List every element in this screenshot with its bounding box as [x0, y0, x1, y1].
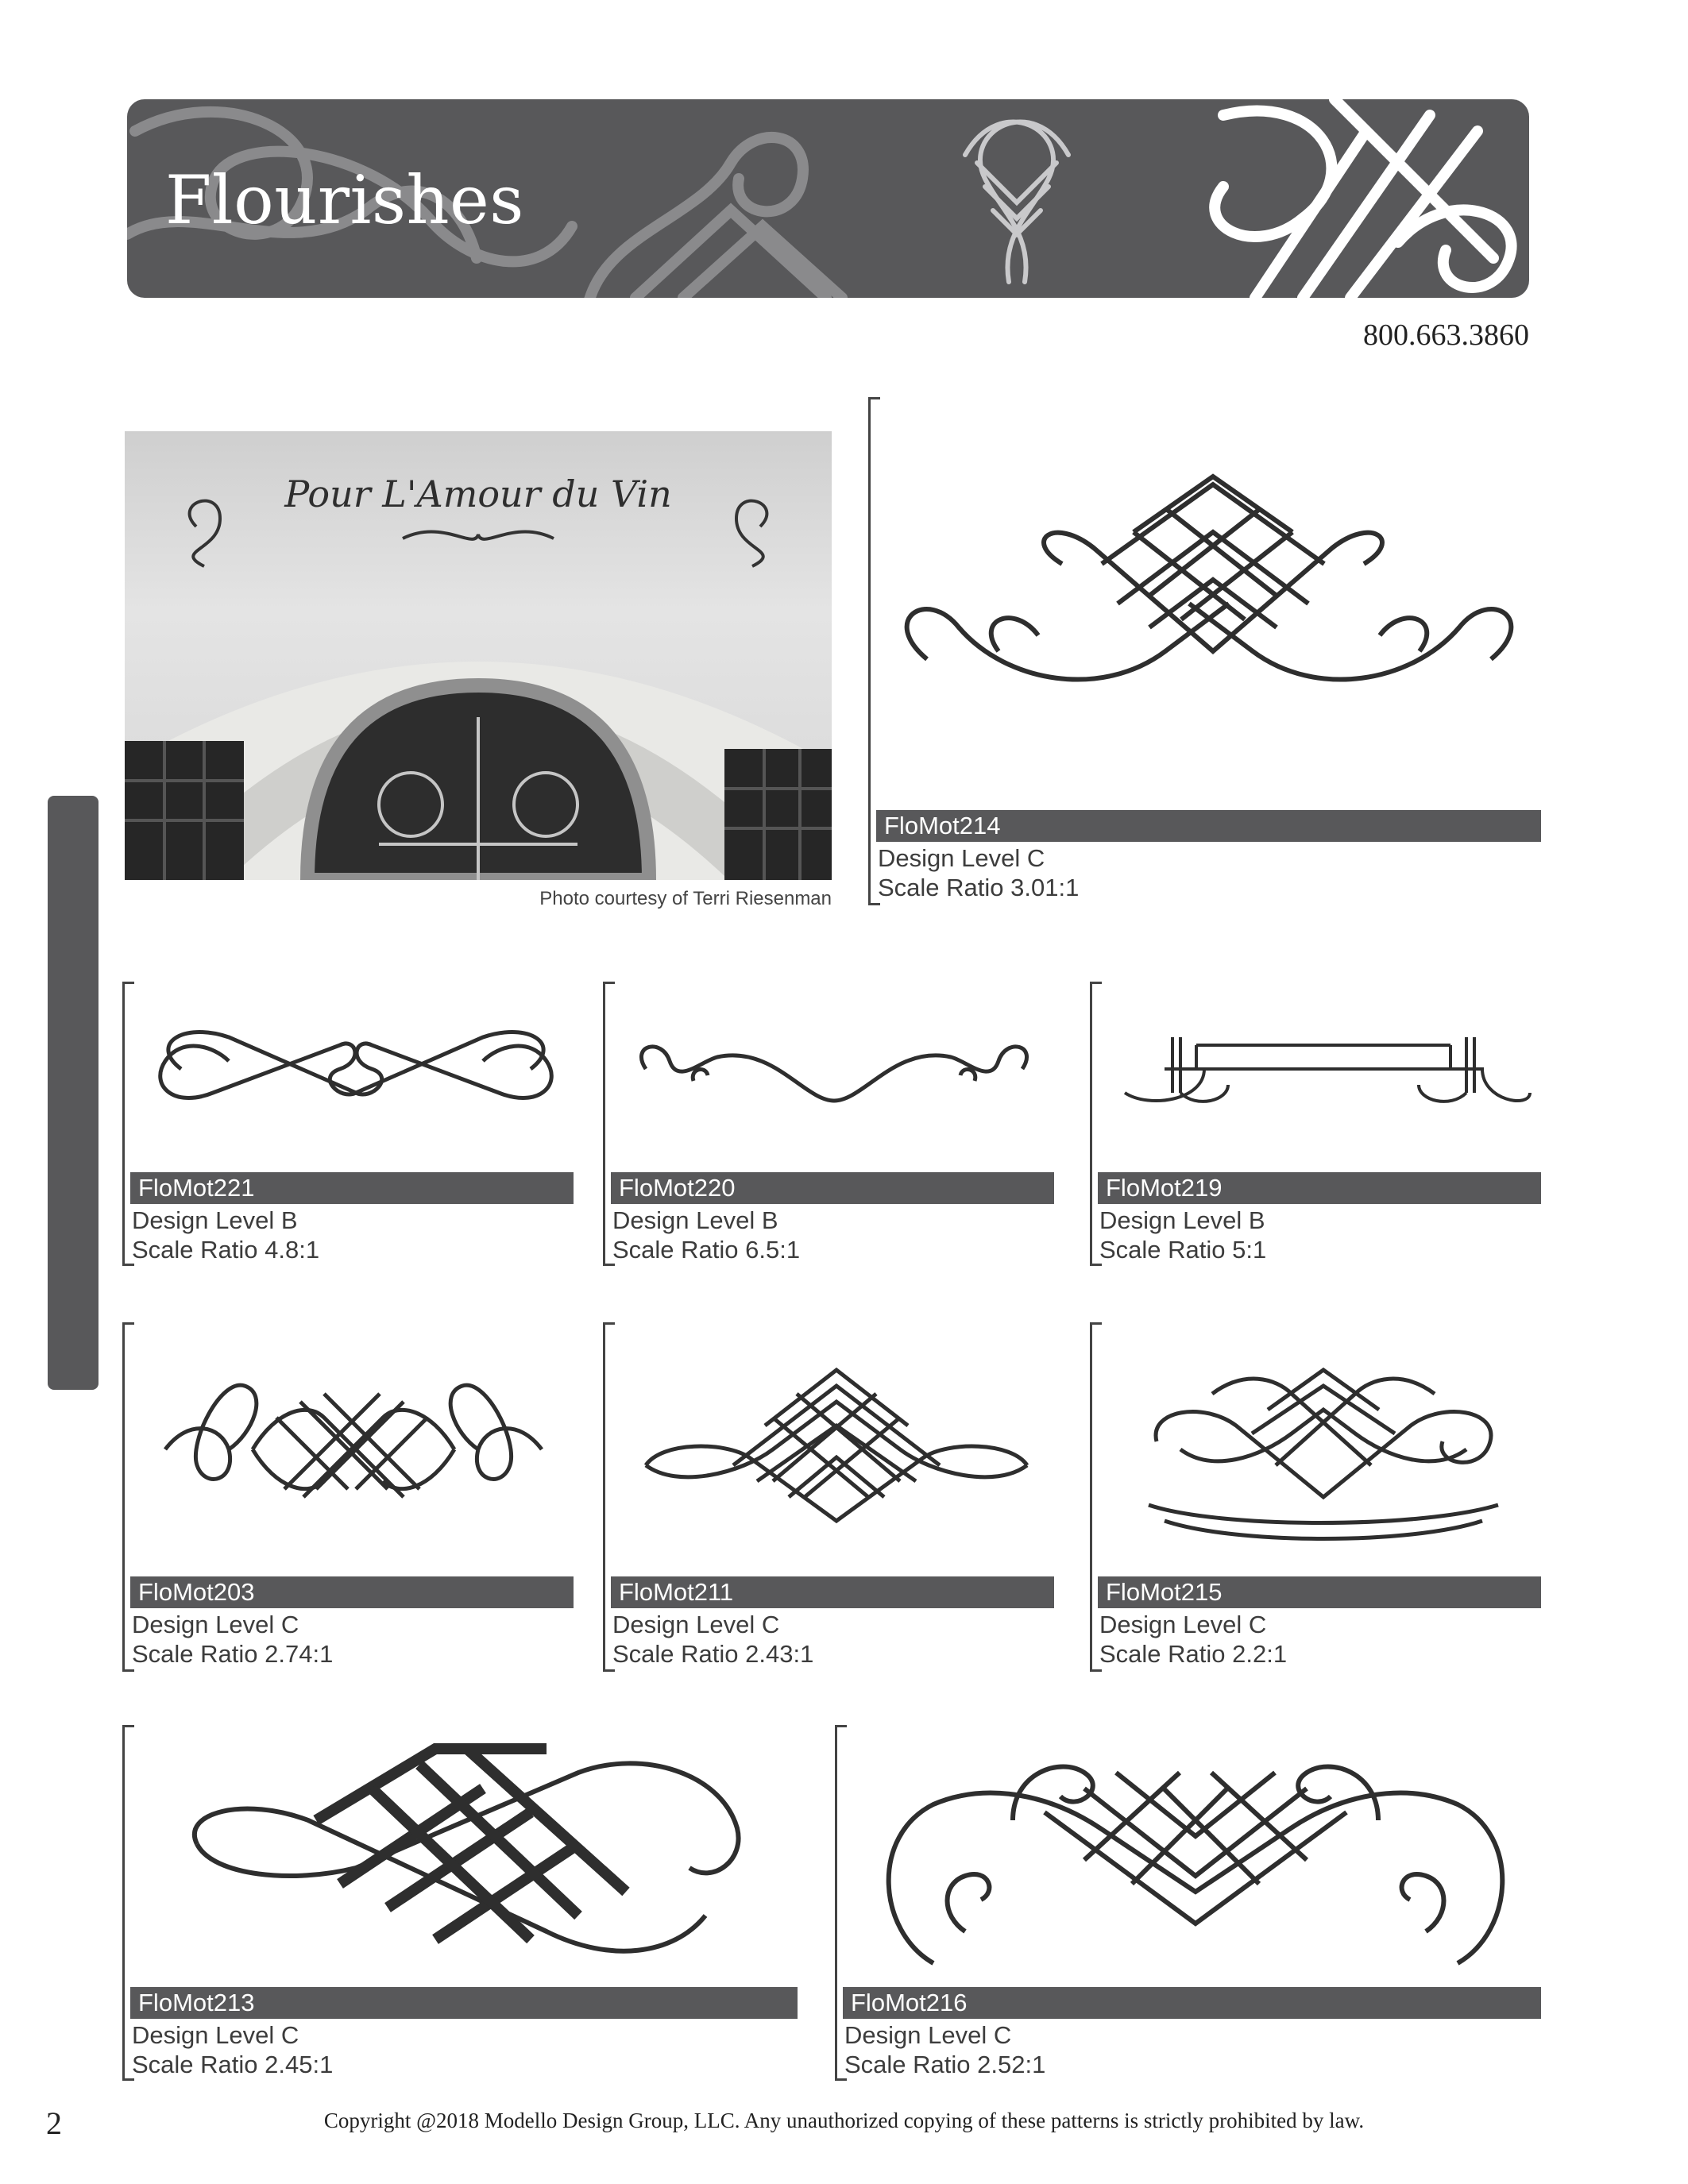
- product-art: [846, 1725, 1541, 1979]
- product-scale-ratio: Scale Ratio 2.43:1: [612, 1640, 814, 1668]
- page-title: Flourishes: [165, 161, 524, 239]
- copyright-notice: Copyright @2018 Modello Design Group, LLC. Any unauthorized copying of these patterns is strictly prohibited by law.: [323, 2109, 1365, 2132]
- product-code-bar: FloMot213: [130, 1987, 798, 2019]
- product-art: [133, 1322, 574, 1561]
- loop-knot-flourish-icon: [133, 1322, 574, 1561]
- bracket-flourish-icon: [1101, 982, 1541, 1156]
- diamond-knot-flourish-icon: [614, 1322, 1054, 1561]
- side-tab-label: FLOURISHES: [10, 989, 41, 1195]
- product-design-level: Design Level B: [1099, 1206, 1265, 1234]
- product-art: [133, 982, 574, 1156]
- product-scale-ratio: Scale Ratio 2.52:1: [844, 2051, 1046, 2078]
- section-side-tab: [48, 796, 98, 1390]
- product-scale-ratio: Scale Ratio 5:1: [1099, 1236, 1267, 1264]
- product-art: [614, 1322, 1054, 1561]
- product-scale-ratio: Scale Ratio 2.74:1: [132, 1640, 334, 1668]
- arch-knot-flourish-icon: [846, 1725, 1541, 1979]
- product-art: [614, 982, 1054, 1156]
- product-scale-ratio: Scale Ratio 6.5:1: [612, 1236, 801, 1264]
- product-design-level: Design Level C: [1099, 1611, 1267, 1638]
- swag-flourish-icon: [614, 982, 1054, 1156]
- product-card: [122, 1322, 574, 1672]
- product-code-bar: FloMot203: [130, 1576, 574, 1608]
- example-photo: [125, 431, 832, 880]
- product-code-bar: FloMot221: [130, 1172, 574, 1204]
- product-code-bar: FloMot216: [843, 1987, 1541, 2019]
- photo-sign-text: Pour L'Amour du Vin: [284, 473, 672, 515]
- product-code-bar: FloMot214: [876, 810, 1541, 842]
- product-scale-ratio: Scale Ratio 3.01:1: [878, 874, 1080, 901]
- product-card: [122, 1725, 798, 2081]
- knot-flourish-icon: [879, 397, 1541, 794]
- product-code-bar: FloMot219: [1098, 1172, 1541, 1204]
- product-code-bar: FloMot220: [611, 1172, 1054, 1204]
- photo-caption: Photo courtesy of Terri Riesenman: [539, 888, 832, 909]
- product-card: [835, 1725, 1541, 2081]
- product-scale-ratio: Scale Ratio 2.45:1: [132, 2051, 334, 2078]
- phone-number: 800.663.3860: [1363, 318, 1529, 352]
- product-design-level: Design Level B: [132, 1206, 298, 1234]
- product-design-level: Design Level B: [612, 1206, 778, 1234]
- product-art: [1101, 1322, 1541, 1561]
- product-code-bar: FloMot211: [611, 1576, 1054, 1608]
- product-scale-ratio: Scale Ratio 2.2:1: [1099, 1640, 1288, 1668]
- product-code-bar: FloMot215: [1098, 1576, 1541, 1608]
- product-art: [133, 1725, 798, 1979]
- wave-knot-flourish-icon: [1101, 1322, 1541, 1561]
- product-card: [1090, 1322, 1541, 1672]
- lattice-flourish-icon: [133, 1725, 798, 1979]
- product-card: [122, 982, 574, 1266]
- product-design-level: Design Level C: [132, 2021, 299, 2049]
- product-design-level: Design Level C: [132, 1611, 299, 1638]
- product-art: [879, 397, 1541, 794]
- scroll-flourish-icon: [133, 982, 574, 1156]
- product-card: [603, 982, 1054, 1266]
- header-banner: [127, 99, 1529, 298]
- page-number: 2: [46, 2105, 62, 2141]
- product-card: [868, 397, 1541, 905]
- product-art: [1101, 982, 1541, 1156]
- product-card: [603, 1322, 1054, 1672]
- product-design-level: Design Level C: [878, 844, 1045, 872]
- product-design-level: Design Level C: [612, 1611, 780, 1638]
- product-card: [1090, 982, 1541, 1266]
- product-scale-ratio: Scale Ratio 4.8:1: [132, 1236, 320, 1264]
- product-design-level: Design Level C: [844, 2021, 1012, 2049]
